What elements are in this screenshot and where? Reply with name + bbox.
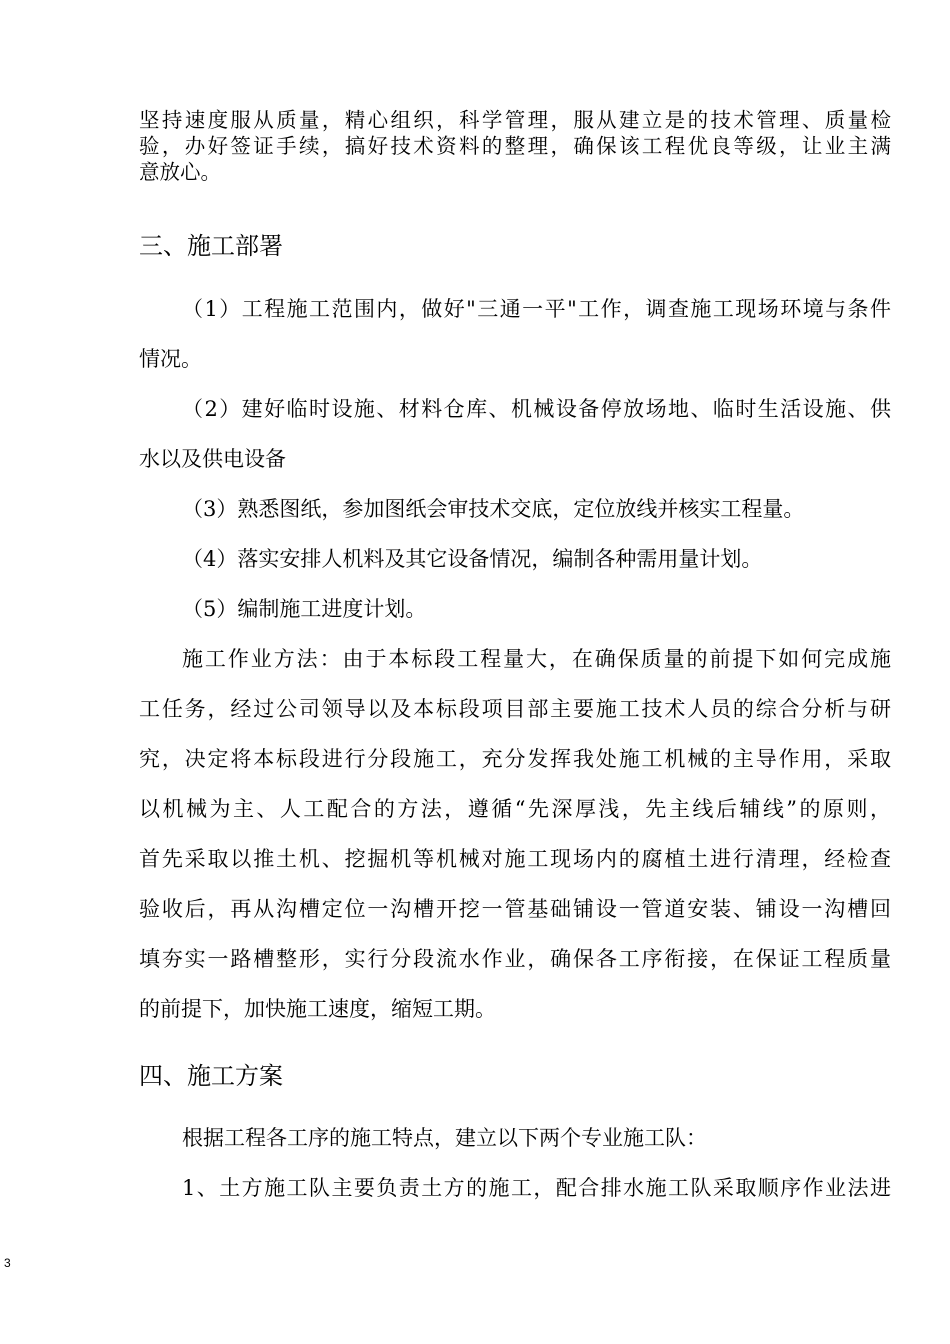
section-3-item-2-cont: 水以及供电设备 <box>139 447 286 471</box>
method-line-3: 究，决定将本标段进行分段施工，充分发挥我处施工机械的主导作用，采取 <box>139 747 891 771</box>
method-line-8: 的前提下，加快施工速度，缩短工期。 <box>139 997 496 1021</box>
section-4-heading: 四、施工方案 <box>139 1062 283 1090</box>
page-number: 3 <box>4 1256 11 1270</box>
section-3-item-3: （3）熟悉图纸，参加图纸会审技术交底，定位放线并核实工程量。 <box>182 497 805 521</box>
section-4-line-2: 1、土方施工队主要负责土方的施工，配合排水施工队采取顺序作业法进 <box>182 1176 891 1200</box>
section-3-item-4: （4）落实安排人机料及其它设备情况，编制各种需用量计划。 <box>182 547 763 571</box>
intro-line-3: 意放心。 <box>139 160 221 184</box>
method-line-4: 以机械为主、人工配合的方法，遵循“先深厚浅，先主线后辅线”的原则， <box>139 797 891 821</box>
intro-line-2: 验，办好签证手续，搞好技术资料的整理，确保该工程优良等级，让业主满 <box>139 134 891 158</box>
intro-line-1: 坚持速度服从质量，精心组织，科学管理，服从建立是的技术管理、质量检 <box>139 108 891 132</box>
section-3-item-2: （2）建好临时设施、材料仓库、机械设备停放场地、临时生活设施、供 <box>182 397 891 421</box>
method-line-2: 工任务，经过公司领导以及本标段项目部主要施工技术人员的综合分析与研 <box>139 697 891 721</box>
section-4-line-1: 根据工程各工序的施工特点，建立以下两个专业施工队： <box>182 1126 707 1150</box>
section-3-item-5: （5）编制施工进度计划。 <box>182 597 427 621</box>
section-3-item-1: （1）工程施工范围内，做好"三通一平"工作，调查施工现场环境与条件 <box>182 297 891 321</box>
method-line-6: 验收后，再从沟槽定位一沟槽开挖一管基础铺设一管道安装、铺设一沟槽回 <box>139 897 891 921</box>
method-line-5: 首先采取以推土机、挖掘机等机械对施工现场内的腐植土进行清理，经检查 <box>139 847 891 871</box>
section-3-item-1-cont: 情况。 <box>139 347 202 371</box>
method-line-1: 施工作业方法：由于本标段工程量大，在确保质量的前提下如何完成施 <box>182 647 891 671</box>
section-3-heading: 三、施工部署 <box>139 232 283 260</box>
method-line-7: 填夯实一路槽整形，实行分段流水作业，确保各工序衔接，在保证工程质量 <box>139 947 891 971</box>
